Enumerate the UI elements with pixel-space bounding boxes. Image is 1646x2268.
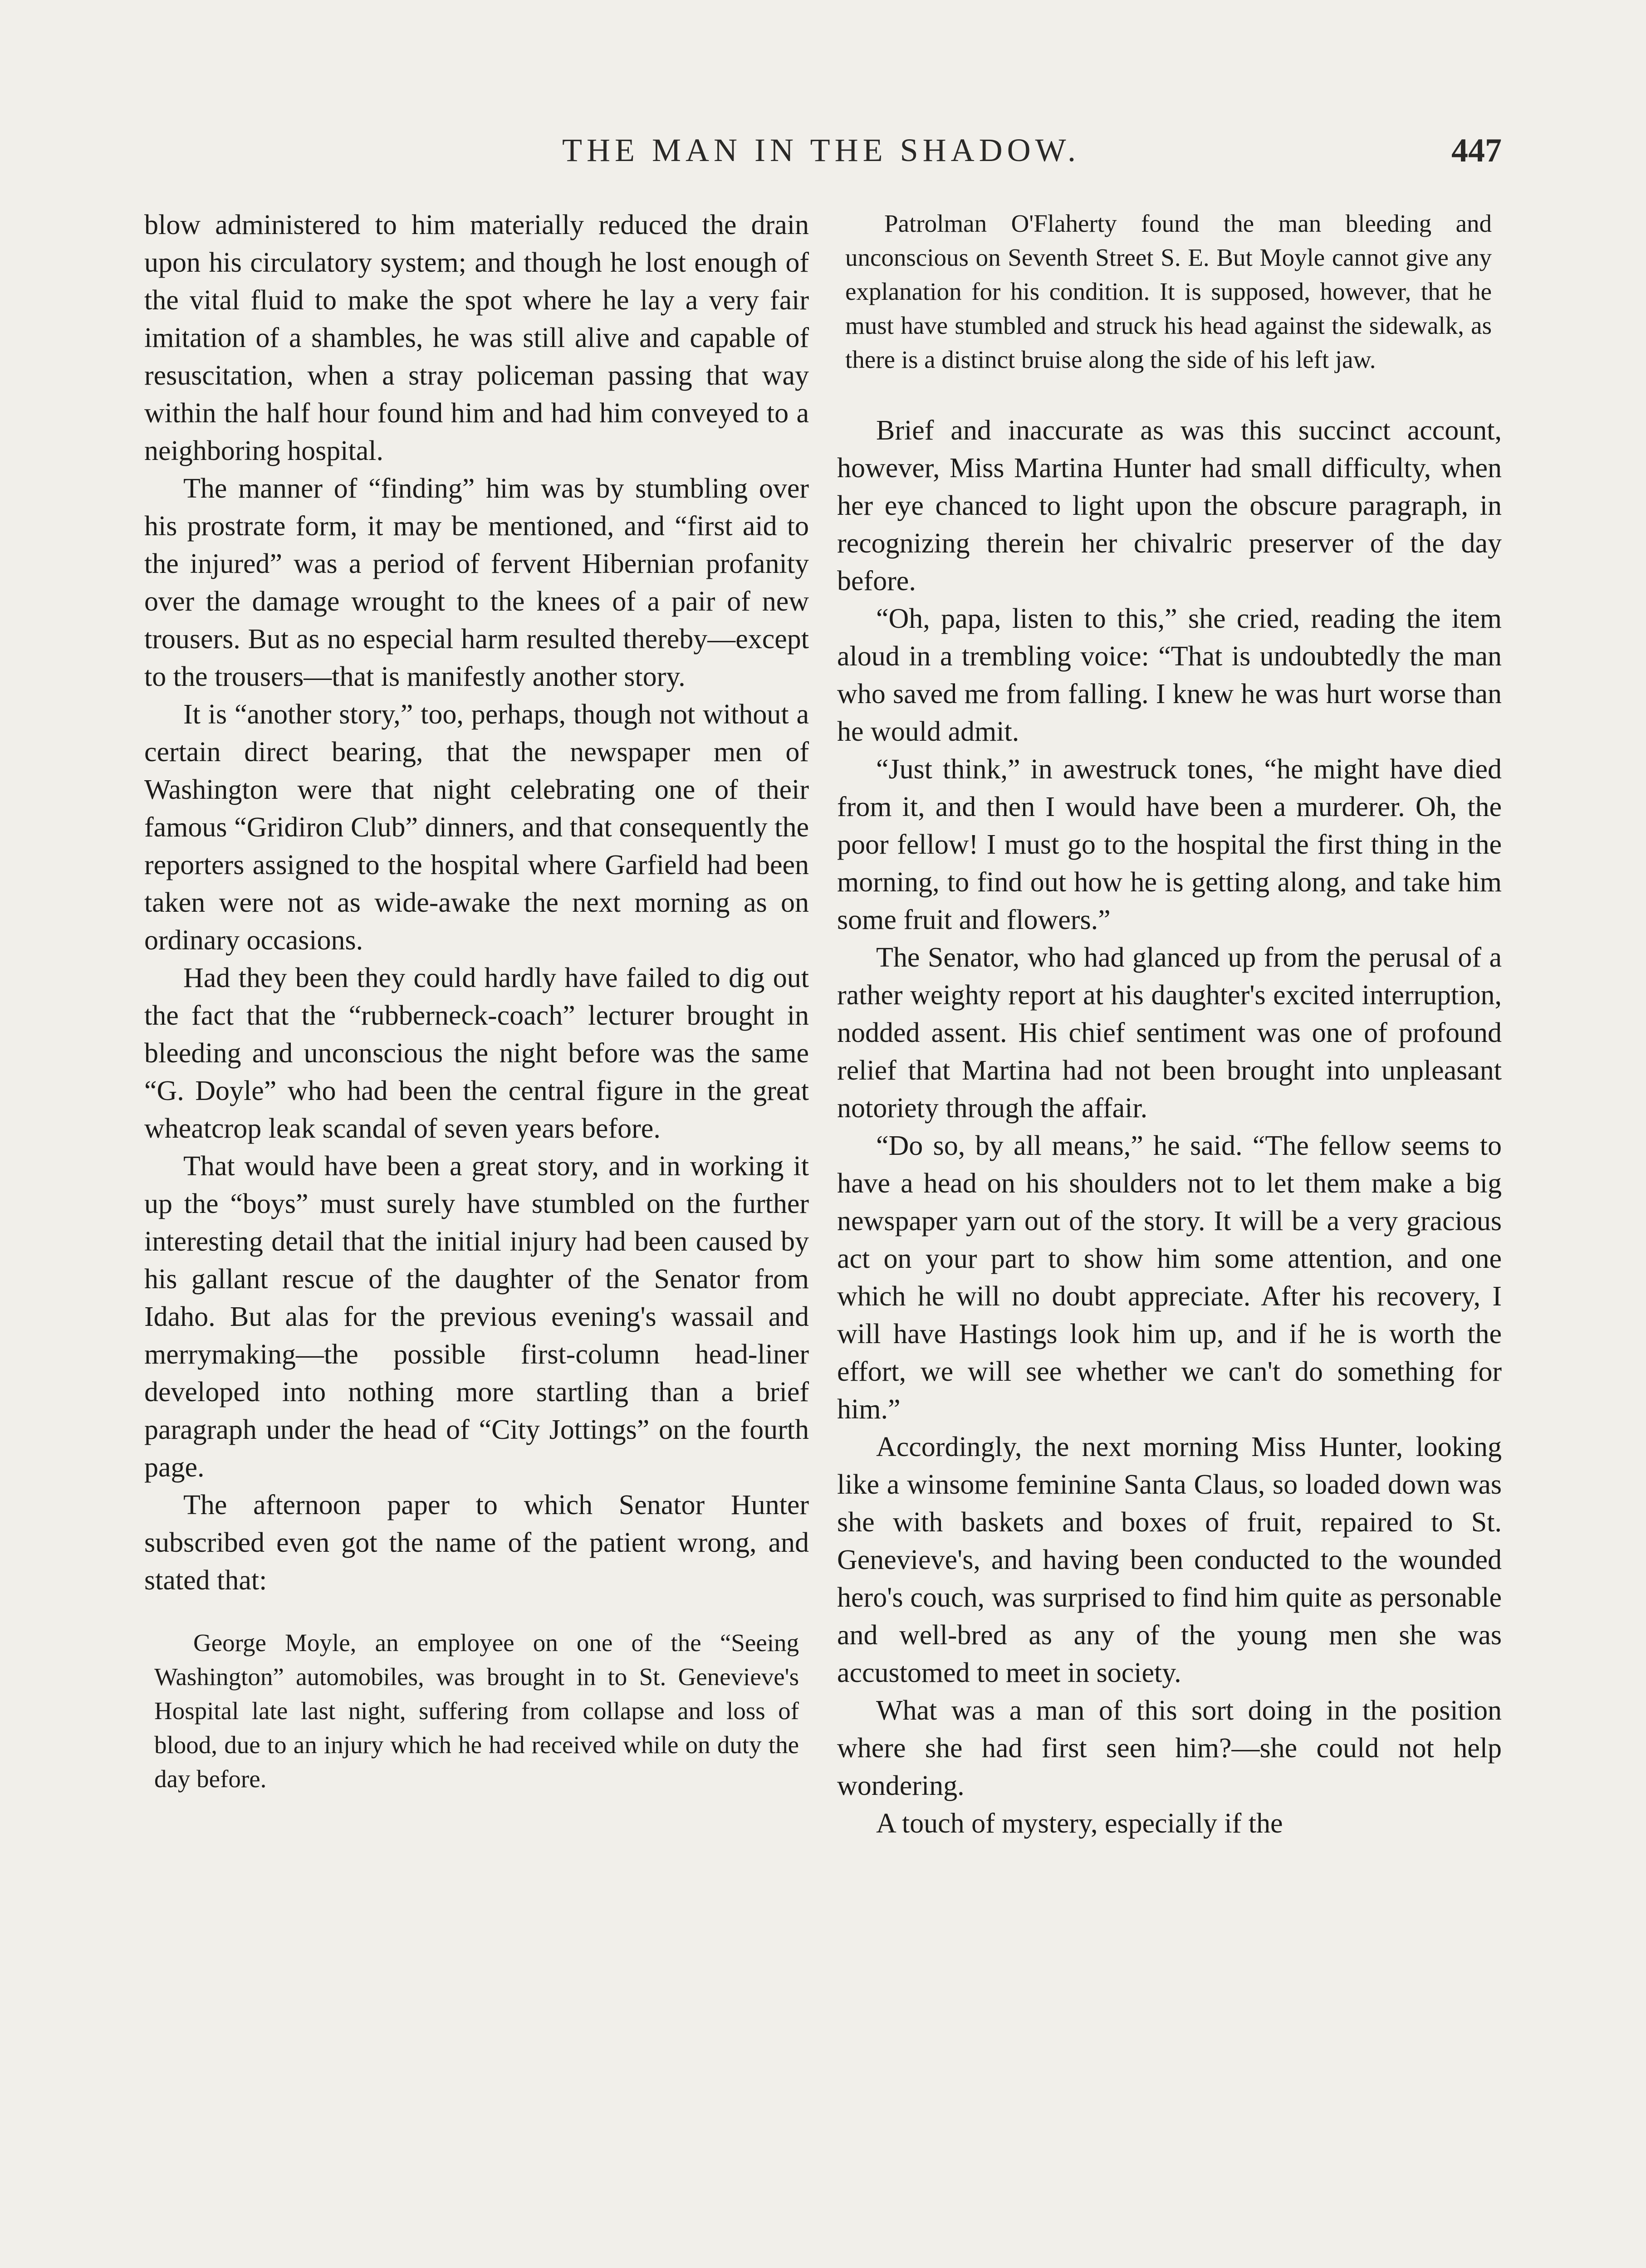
paragraph: The manner of “finding” him was by stumbling over his prostrate form, it may be mentioned, and “first aid to the injured” was a period of fervent Hibernian profanity over the damage wrought to the knees of a pair of new trousers. But as no especial harm resulted thereby—except to the trousers—that is manifestly another story. <box>144 473 809 692</box>
quote-text: George Moyle, an employee on one of the “Seeing Washington” automobiles, was brought in to St. Genevieve's Hospital late last night, suffering from collapse and loss of blood, due to an injury which he had received while on duty the day before. <box>154 1629 799 1793</box>
paragraph: The Senator, who had glanced up from the perusal of a rather weighty report at his daughter's excited interruption, nodded assent. His chief sentiment was one of profound relief that Martina had not been brought into unpleasant notoriety through the affair. <box>837 942 1502 1124</box>
page-number: 447 <box>1451 132 1502 169</box>
quote-text: Patrolman O'Flaherty found the man bleeding and unconscious on Seventh Street S. E. But Moyle cannot give any explanation for his condition. It is supposed, however, that he must have stumbled and struck his head against the sidewalk, as there is a distinct bruise along the side of his left jaw. <box>845 210 1492 373</box>
paragraph: Had they been they could hardly have failed to dig out the fact that the “rubberneck-coach” lecturer brought in bleeding and unconscious the night before was the same “G. Doyle” who had been the central figure in the great wheatcrop leak scandal of seven years before. <box>144 963 809 1144</box>
paragraph: A touch of mystery, especially if the <box>876 1808 1283 1839</box>
newspaper-quote <box>144 1626 809 1796</box>
paragraph: The afternoon paper to which Senator Hunter subscribed even got the name of the patient wrong, and stated that: <box>144 1490 809 1596</box>
running-title: THE MAN IN THE SHADOW. <box>562 132 1080 168</box>
right-column <box>837 206 1502 1843</box>
paragraph: “Do so, by all means,” he said. “The fellow seems to have a head on his shoulders not to let them make a big newspaper yarn out of the story. It will be a very gracious act on your part to show him some attention, and one which he will no doubt appreciate. After his recovery, I will have Hastings look him up, and if he is worth the effort, we will see whether we can't do something for him.” <box>837 1130 1502 1425</box>
left-column <box>144 206 809 1796</box>
paragraph: It is “another story,” too, perhaps, though not without a certain direct bearing, that the newspaper men of Washington were that night celebrating one of their famous “Gridiron Club” dinners, and that consequently the reporters assigned to the hospital where Garfield had been taken were not as wide-awake the next morning as on ordinary occasions. <box>144 699 809 956</box>
newspaper-quote-continued <box>837 206 1502 376</box>
paragraph: “Just think,” in awestruck tones, “he might have died from it, and then I would have been a murderer. Oh, the poor fellow! I must go to the hospital the first thing in the morning, to find out how he is getting along, and take him some fruit and flowers.” <box>837 754 1502 935</box>
page-header <box>141 132 1502 186</box>
paragraph: Brief and inaccurate as was this succinct account, however, Miss Martina Hunter had small difficulty, when her eye chanced to light upon the obscure paragraph, in recognizing therein her chivalric preserver of the day before. <box>837 415 1502 596</box>
paragraph: blow administered to him materially reduced the drain upon his circulatory system; and though he lost enough of the vital fluid to make the spot where he lay a very fair imitation of a shambles, he was still alive and capable of resuscitation, when a stray policeman passing that way within the half hour found him and had him conveyed to a neighboring hospital. <box>144 210 809 466</box>
paragraph: That would have been a great story, and in working it up the “boys” must surely have stumbled on the further interesting detail that the initial injury had been caused by his gallant rescue of the daughter of the Senator from Idaho. But alas for the previous evening's wassail and merrymaking—the possible first-column head-liner developed into nothing more startling than a brief paragraph under the head of “City Jottings” on the fourth page. <box>144 1151 809 1483</box>
paragraph: Accordingly, the next morning Miss Hunter, looking like a winsome feminine Santa Claus, so loaded down was she with baskets and boxes of fruit, repaired to St. Genevieve's, and having been conducted to the wounded hero's couch, was surprised to find him quite as personable and well-bred as any of the young men she was accustomed to meet in society. <box>837 1432 1502 1688</box>
paragraph: “Oh, papa, listen to this,” she cried, reading the item aloud in a trembling voice: “That is undoubtedly the man who saved me from falling. I knew he was hurt worse than he would admit. <box>837 603 1502 747</box>
paragraph: What was a man of this sort doing in the position where she had first seen him?—she could not help wondering. <box>837 1695 1502 1801</box>
